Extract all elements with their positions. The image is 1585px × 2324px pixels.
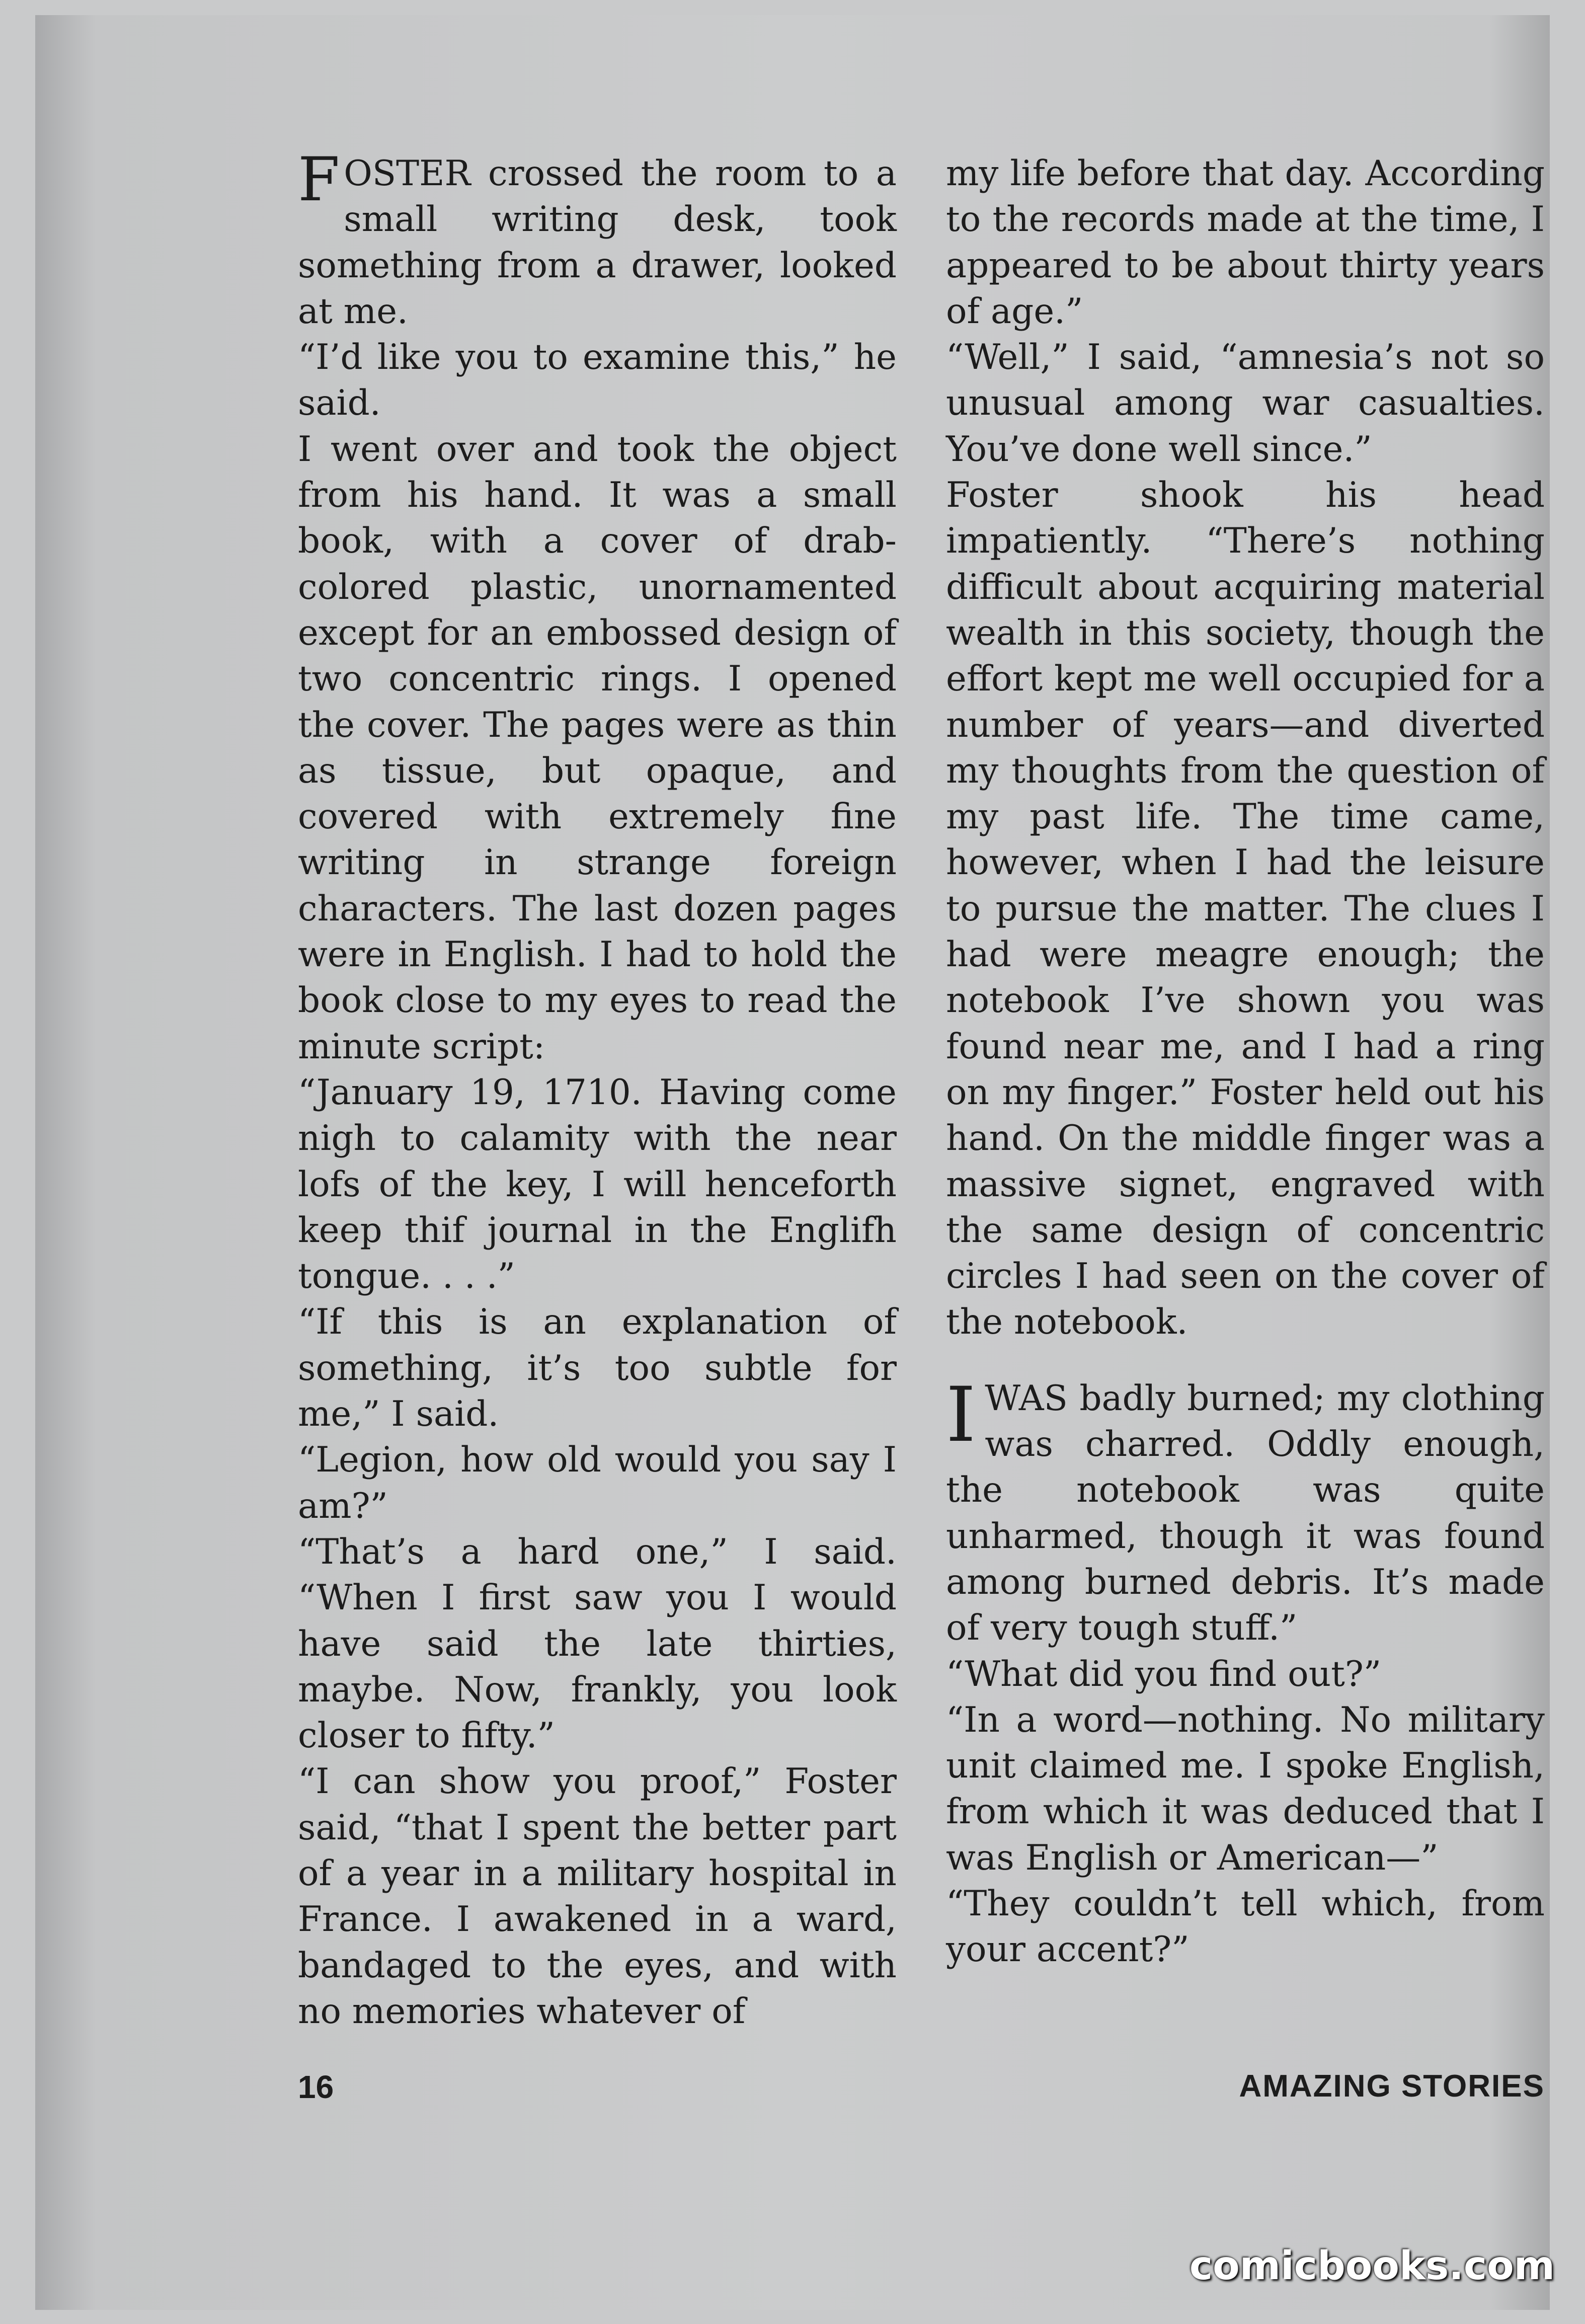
- page-number: 16: [298, 2069, 334, 2105]
- drop-cap: F: [298, 145, 340, 215]
- paragraph: “Well,” I said, “amnesia’s not so unusual among war casualties. You’ve done well since.”: [946, 337, 1545, 470]
- drop-cap: I: [946, 1371, 976, 1459]
- left-text-column: [298, 145, 897, 2035]
- paragraph: “What did you find out?”: [946, 1654, 1382, 1694]
- paragraph: my life before that day. According to the records made at the time, I appeared to be about thirty years of age.”: [946, 153, 1545, 332]
- paragraph: Foster shook his head impatiently. “There’s nothing difficult about acquiring material wealth in this society, though the effort kept me well occupied for a number of years—and diverted my thoughts from the question of my past life. The time came, however, when I had the leisure to pursue the matter. The clues I had were meagre enough; the notebook I’ve shown you was found near me, and I had a ring on my finger.” Foster held out his hand. On the middle finger was a massive signet, engraved with the same design of concentric circles I had seen on the cover of the notebook.: [946, 475, 1545, 1343]
- paragraph: “If this is an explanation of something, it’s too subtle for me,” I said.: [298, 1302, 897, 1435]
- opening-smallcaps: OSTER: [344, 153, 471, 194]
- paragraph: I went over and took the object from his hand. It was a small book, with a cover of drab-colored plastic, unornamented except for an embossed design of two concentric rings. I opened the cover. The pages were as thin as tissue, but opaque, and covered with extremely fine writing in strange foreign characters. The last dozen pages were in English. I had to hold the book close to my eyes to read the minute script:: [298, 429, 897, 1067]
- right-text-column: [946, 151, 1545, 1973]
- paragraph-text: crossed the room to a small writing desk, took something from a drawer, looked at me.: [298, 153, 897, 332]
- paragraph: [298, 145, 897, 335]
- paragraph: “I can show you proof,” Foster said, “that I spent the better part of a year in a military hospital in France. I awakened in a ward, bandaged to the eyes, and with no memories whatever of: [298, 1761, 897, 2032]
- paragraph: “I’d like you to examine this,” he said.: [298, 337, 897, 424]
- opening-smallcaps: WAS: [985, 1378, 1068, 1419]
- section-break: [946, 1346, 1545, 1376]
- paragraph: [946, 1371, 1545, 1652]
- paragraph: “That’s a hard one,” I said. “When I first saw you I would have said the late thirties, maybe. Now, frankly, you look closer to fifty.”: [298, 1531, 897, 1756]
- paragraph: “January 19, 1710. Having come nigh to calamity with the near lofs of the key, I will henceforth keep thif journal in the Englifh tongue. . . .”: [298, 1072, 897, 1297]
- watermark: comicbooks.com: [1189, 2243, 1555, 2289]
- paragraph: “In a word—nothing. No military unit claimed me. I spoke English, from which it was deduced that I was English or American—”: [946, 1699, 1545, 1878]
- magazine-page: [35, 15, 1550, 2310]
- paragraph: “They couldn’t tell which, from your accent?”: [946, 1883, 1545, 1970]
- running-footer-title: AMAZING STORIES: [1239, 2069, 1545, 2104]
- paragraph-text: badly burned; my clothing was charred. Oddly enough, the notebook was quite unharmed, though it was found among burned debris. It’s made of very tough stuff.”: [946, 1378, 1545, 1649]
- paragraph: “Legion, how old would you say I am?”: [298, 1440, 897, 1526]
